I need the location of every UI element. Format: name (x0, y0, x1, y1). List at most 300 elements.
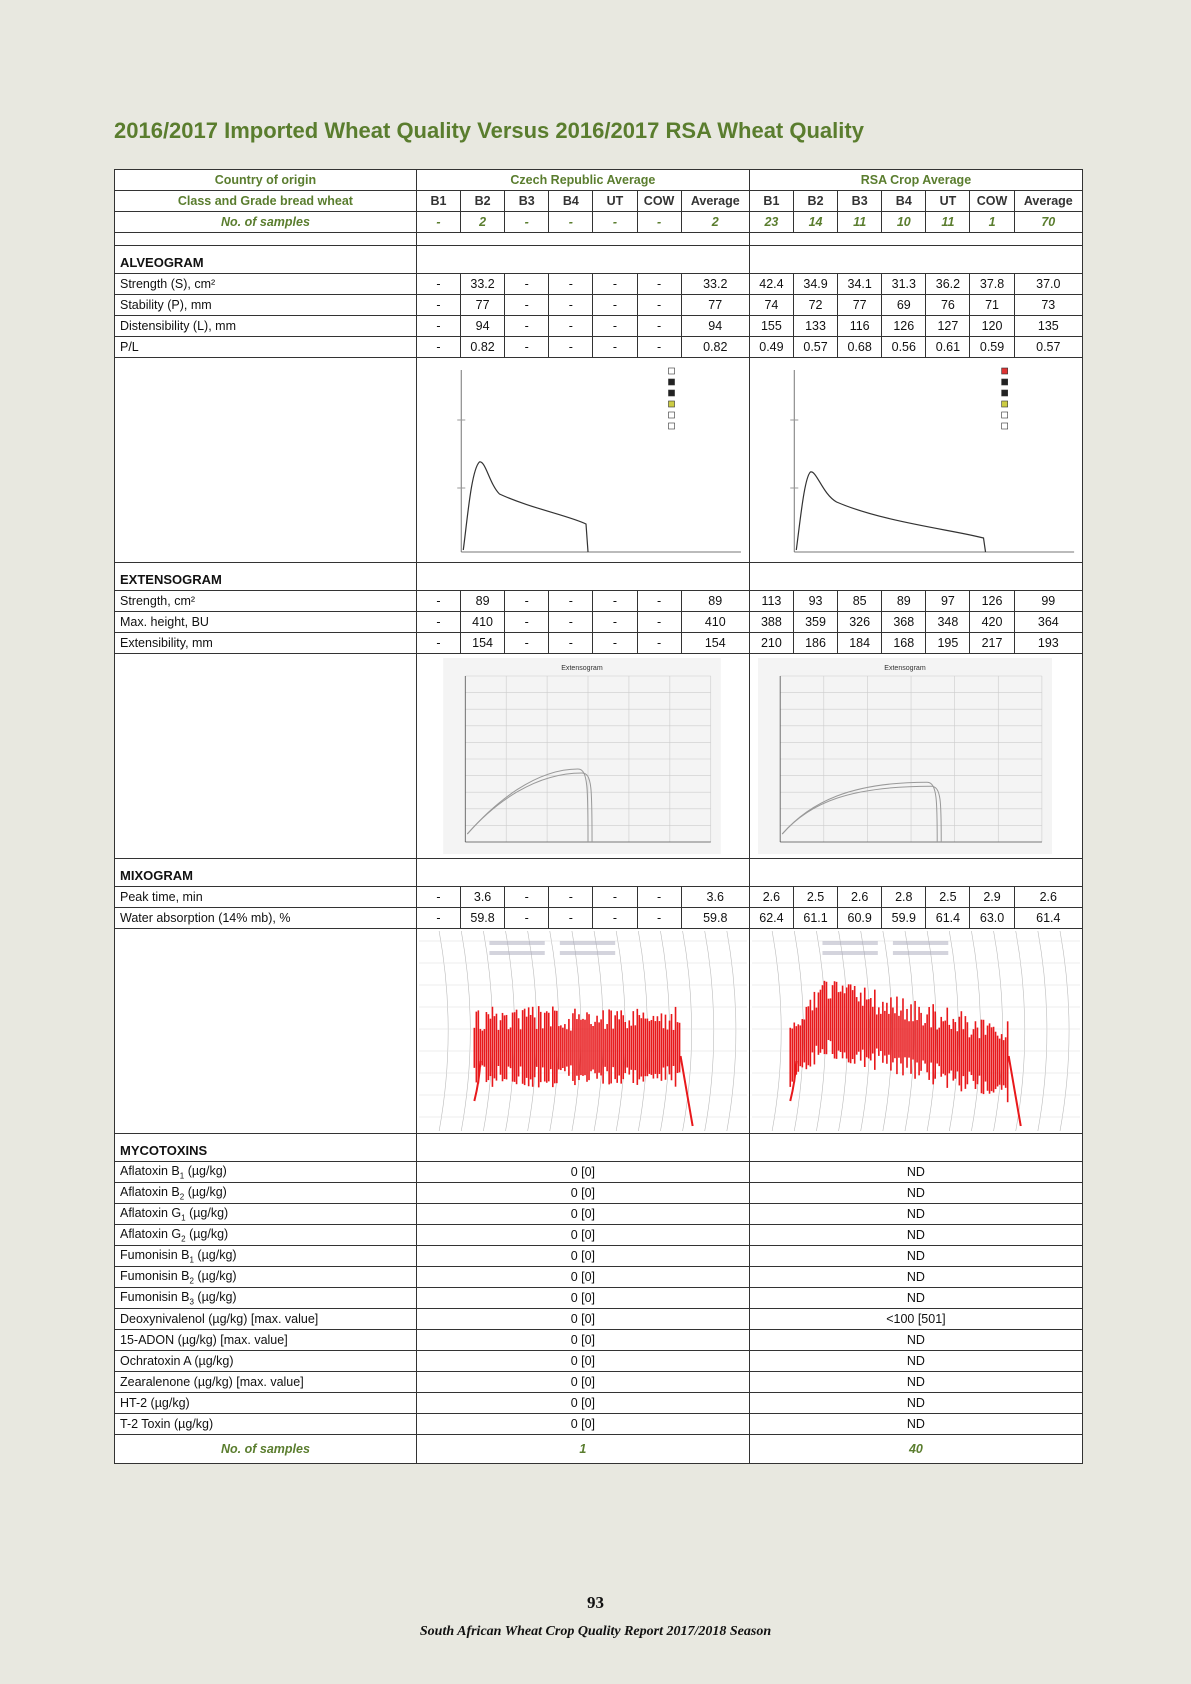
value-cell: - (505, 316, 549, 337)
value-cell: 61.4 (1014, 908, 1082, 929)
table-cell (749, 246, 1082, 274)
class-header: B3 (838, 191, 882, 212)
class-label: Class and Grade bread wheat (115, 191, 417, 212)
row-label: Water absorption (14% mb), % (115, 908, 417, 929)
toxin-label (115, 1372, 417, 1393)
toxin-label (115, 1162, 417, 1183)
table-row (115, 246, 1083, 274)
value-cell: 89 (461, 591, 505, 612)
row-label: Distensibility (L), mm (115, 316, 417, 337)
row-label: Strength (S), cm² (115, 274, 417, 295)
value-cell: 2.5 (793, 887, 837, 908)
value-cell: 89 (681, 591, 749, 612)
class-header: Average (1014, 191, 1082, 212)
sample-count: 11 (926, 212, 970, 233)
toxin-label (115, 1393, 417, 1414)
value-cell: - (505, 908, 549, 929)
table-row (115, 612, 1083, 633)
value-cell: 135 (1014, 316, 1082, 337)
table-row (115, 1351, 1083, 1372)
value-cell: - (637, 908, 681, 929)
sample-count: 11 (838, 212, 882, 233)
value-cell: - (505, 887, 549, 908)
table-row (115, 633, 1083, 654)
value-cell: 59.8 (461, 908, 505, 929)
sample-count: - (637, 212, 681, 233)
value-cell: 74 (749, 295, 793, 316)
value-cell: - (637, 295, 681, 316)
value-cell: 154 (461, 633, 505, 654)
toxin-subscript: 2 (179, 1192, 185, 1202)
table-row (115, 859, 1083, 887)
czech-header: Czech Republic Average (416, 170, 749, 191)
table-row (115, 1288, 1083, 1309)
class-header: B1 (416, 191, 460, 212)
table-row (115, 1330, 1083, 1351)
table-row (115, 1372, 1083, 1393)
value-cell: - (416, 908, 460, 929)
value-cell: 31.3 (882, 274, 926, 295)
value-cell: 0.59 (970, 337, 1014, 358)
value-cell: - (505, 612, 549, 633)
table-row (115, 295, 1083, 316)
czech-toxin-value: 0 [0] (416, 1393, 749, 1414)
value-cell: 71 (970, 295, 1014, 316)
toxin-name: 15-ADON (µg/kg) [max. value] (120, 1333, 288, 1347)
table-row (115, 654, 1083, 859)
value-cell: - (593, 908, 637, 929)
value-cell: - (416, 612, 460, 633)
toxin-name: Fumonisin B (120, 1247, 190, 1262)
table-cell (416, 563, 749, 591)
value-cell: - (637, 612, 681, 633)
value-cell: - (593, 887, 637, 908)
rsa-toxin-value: ND (749, 1330, 1082, 1351)
czech-toxin-value: 0 [0] (416, 1414, 749, 1435)
table-row (115, 1267, 1083, 1288)
value-cell: - (637, 887, 681, 908)
table-row (115, 316, 1083, 337)
table-row (115, 1435, 1083, 1464)
page-number: 93 (587, 1593, 604, 1612)
toxin-samples-label: No. of samples (115, 1435, 417, 1464)
toxin-label (115, 1204, 417, 1225)
class-header: Average (681, 191, 749, 212)
czech-toxin-value: 0 [0] (416, 1183, 749, 1204)
value-cell: - (593, 316, 637, 337)
value-cell: 2.9 (970, 887, 1014, 908)
czech-toxin-value: 0 [0] (416, 1288, 749, 1309)
value-cell: 364 (1014, 612, 1082, 633)
table-cell (749, 563, 1082, 591)
value-cell: 63.0 (970, 908, 1014, 929)
toxin-subscript: 2 (181, 1234, 186, 1244)
rsa-toxin-value: ND (749, 1414, 1082, 1435)
rsa-chart (752, 931, 1080, 1131)
table-cell (749, 859, 1082, 887)
table-cell (115, 929, 417, 1134)
toxin-name: Fumonisin B (120, 1268, 190, 1283)
table-row (115, 170, 1083, 191)
samples-label: No. of samples (115, 212, 417, 233)
class-header: UT (593, 191, 637, 212)
value-cell: - (637, 591, 681, 612)
value-cell: - (549, 612, 593, 633)
value-cell: 33.2 (461, 274, 505, 295)
sample-count: - (416, 212, 460, 233)
table-cell (416, 233, 749, 246)
value-cell: - (505, 295, 549, 316)
rsa-toxin-value: ND (749, 1225, 1082, 1246)
table-cell (749, 1134, 1082, 1162)
rsa-chart-cell (749, 654, 1082, 859)
value-cell: - (593, 591, 637, 612)
value-cell: - (549, 887, 593, 908)
value-cell: 99 (1014, 591, 1082, 612)
table-row (115, 274, 1083, 295)
value-cell: 217 (970, 633, 1014, 654)
table-row (115, 337, 1083, 358)
sample-count: 23 (749, 212, 793, 233)
value-cell: 126 (882, 316, 926, 337)
toxin-unit: (µg/kg) (193, 1289, 237, 1304)
class-header: UT (926, 191, 970, 212)
toxin-label (115, 1309, 417, 1330)
rsa-toxin-value: ND (749, 1183, 1082, 1204)
table-cell (416, 859, 749, 887)
value-cell: 155 (749, 316, 793, 337)
toxin-subscript: 1 (189, 1255, 194, 1265)
value-cell: 94 (681, 316, 749, 337)
value-cell: 33.2 (681, 274, 749, 295)
value-cell: 127 (926, 316, 970, 337)
sample-count: 14 (793, 212, 837, 233)
table-row (115, 1246, 1083, 1267)
toxin-name: Aflatoxin B (120, 1163, 180, 1178)
sample-count: 70 (1014, 212, 1082, 233)
czech-toxin-value: 0 [0] (416, 1330, 749, 1351)
sample-count: 2 (681, 212, 749, 233)
czech-chart (419, 656, 747, 856)
value-cell: 69 (882, 295, 926, 316)
czech-chart (419, 360, 747, 560)
class-header: B2 (793, 191, 837, 212)
mycotoxins-label: MYCOTOXINS (115, 1134, 417, 1162)
rsa-toxin-value: <100 [501] (749, 1309, 1082, 1330)
value-cell: - (505, 274, 549, 295)
value-cell: 77 (681, 295, 749, 316)
value-cell: 116 (838, 316, 882, 337)
toxin-name: Aflatoxin G (120, 1205, 182, 1220)
value-cell: - (416, 295, 460, 316)
toxin-unit: (µg/kg) (193, 1247, 237, 1262)
value-cell: 184 (838, 633, 882, 654)
class-header: B4 (549, 191, 593, 212)
czech-chart-cell (416, 358, 749, 563)
value-cell: 34.1 (838, 274, 882, 295)
sample-count: 2 (461, 212, 505, 233)
value-cell: 210 (749, 633, 793, 654)
value-cell: 113 (749, 591, 793, 612)
footer: South African Wheat Crop Quality Report 2017/2018 Season (419, 1624, 772, 1639)
value-cell: - (416, 316, 460, 337)
value-cell: - (416, 274, 460, 295)
value-cell: - (549, 316, 593, 337)
value-cell: - (593, 612, 637, 633)
table-row (115, 1162, 1083, 1183)
czech-chart-cell (416, 929, 749, 1134)
value-cell: 368 (882, 612, 926, 633)
toxin-name: Fumonisin B (120, 1289, 190, 1304)
value-cell: - (416, 633, 460, 654)
table-row (115, 1183, 1083, 1204)
sample-count: 10 (882, 212, 926, 233)
sample-count: - (505, 212, 549, 233)
table-row (115, 887, 1083, 908)
value-cell: - (637, 337, 681, 358)
rsa-chart (752, 360, 1080, 560)
value-cell: - (549, 908, 593, 929)
value-cell: 154 (681, 633, 749, 654)
value-cell: 76 (926, 295, 970, 316)
row-label: Max. height, BU (115, 612, 417, 633)
value-cell: 0.57 (1014, 337, 1082, 358)
table-cell (115, 654, 417, 859)
table-row (115, 1204, 1083, 1225)
class-header: COW (637, 191, 681, 212)
row-label: Stability (P), mm (115, 295, 417, 316)
value-cell: 388 (749, 612, 793, 633)
value-cell: 410 (461, 612, 505, 633)
toxin-label (115, 1225, 417, 1246)
toxin-subscript: 2 (189, 1276, 194, 1286)
toxin-unit: (µg/kg) (184, 1184, 227, 1199)
class-header: B1 (749, 191, 793, 212)
extensogram-chart-title: Extensogram (884, 665, 926, 672)
rsa-chart (752, 656, 1080, 856)
value-cell: 168 (882, 633, 926, 654)
value-cell: - (637, 316, 681, 337)
rsa-toxin-value: ND (749, 1372, 1082, 1393)
table-cell (115, 233, 417, 246)
value-cell: - (637, 274, 681, 295)
value-cell: 0.68 (838, 337, 882, 358)
value-cell: 193 (1014, 633, 1082, 654)
value-cell: 133 (793, 316, 837, 337)
value-cell: 120 (970, 316, 1014, 337)
czech-toxin-value: 0 [0] (416, 1309, 749, 1330)
value-cell: 94 (461, 316, 505, 337)
value-cell: 60.9 (838, 908, 882, 929)
extensogram-label: EXTENSOGRAM (115, 563, 417, 591)
toxin-unit: (µg/kg) (185, 1205, 229, 1220)
table-row (115, 591, 1083, 612)
value-cell: - (593, 295, 637, 316)
czech-toxin-value: 0 [0] (416, 1204, 749, 1225)
row-label: P/L (115, 337, 417, 358)
table-row (115, 1309, 1083, 1330)
value-cell: - (549, 633, 593, 654)
table-cell (416, 246, 749, 274)
value-cell: 97 (926, 591, 970, 612)
row-label: Peak time, min (115, 887, 417, 908)
value-cell: 59.8 (681, 908, 749, 929)
value-cell: - (549, 274, 593, 295)
value-cell: - (637, 633, 681, 654)
value-cell: 348 (926, 612, 970, 633)
rsa-chart-cell (749, 929, 1082, 1134)
value-cell: 186 (793, 633, 837, 654)
value-cell: 3.6 (461, 887, 505, 908)
class-header: B4 (882, 191, 926, 212)
table-row (115, 191, 1083, 212)
value-cell: - (549, 295, 593, 316)
czech-toxin-value: 0 [0] (416, 1246, 749, 1267)
table-cell (749, 233, 1082, 246)
toxin-unit: (µg/kg) (184, 1163, 227, 1178)
value-cell: 0.49 (749, 337, 793, 358)
value-cell: 0.61 (926, 337, 970, 358)
czech-toxin-value: 0 [0] (416, 1351, 749, 1372)
class-header: B2 (461, 191, 505, 212)
toxin-name: T-2 Toxin (µg/kg) (120, 1417, 214, 1431)
value-cell: 0.56 (882, 337, 926, 358)
value-cell: 2.6 (1014, 887, 1082, 908)
table-cell (416, 1134, 749, 1162)
toxin-label (115, 1351, 417, 1372)
value-cell: 2.6 (838, 887, 882, 908)
class-header: B3 (505, 191, 549, 212)
value-cell: 410 (681, 612, 749, 633)
rsa-toxin-value: ND (749, 1246, 1082, 1267)
value-cell: 72 (793, 295, 837, 316)
page-title: 2016/2017 Imported Wheat Quality Versus 2016/2017 RSA Wheat Quality (114, 118, 864, 143)
toxin-subscript: 1 (179, 1171, 185, 1181)
value-cell: 61.4 (926, 908, 970, 929)
rsa-toxin-value: ND (749, 1267, 1082, 1288)
value-cell: - (593, 633, 637, 654)
table-row (115, 908, 1083, 929)
value-cell: 420 (970, 612, 1014, 633)
extensogram-chart-title: Extensogram (561, 665, 603, 672)
value-cell: - (505, 633, 549, 654)
value-cell: 2.6 (749, 887, 793, 908)
value-cell: 0.82 (461, 337, 505, 358)
value-cell: 34.9 (793, 274, 837, 295)
table-body (115, 170, 1083, 1464)
value-cell: 77 (838, 295, 882, 316)
value-cell: 61.1 (793, 908, 837, 929)
table-row (115, 1393, 1083, 1414)
value-cell: - (416, 591, 460, 612)
czech-chart-cell (416, 654, 749, 859)
value-cell: - (549, 337, 593, 358)
toxin-name: HT-2 (µg/kg) (120, 1396, 190, 1410)
table-row (115, 358, 1083, 563)
value-cell: 77 (461, 295, 505, 316)
value-cell: 359 (793, 612, 837, 633)
value-cell: - (505, 337, 549, 358)
row-label: Strength, cm² (115, 591, 417, 612)
czech-chart (419, 931, 747, 1131)
czech-toxin-value: 0 [0] (416, 1162, 749, 1183)
czech-toxin-value: 0 [0] (416, 1372, 749, 1393)
value-cell: - (549, 591, 593, 612)
mixogram-label: MIXOGRAM (115, 859, 417, 887)
value-cell: 59.9 (882, 908, 926, 929)
table-row (115, 212, 1083, 233)
value-cell: 42.4 (749, 274, 793, 295)
value-cell: 93 (793, 591, 837, 612)
value-cell: 3.6 (681, 887, 749, 908)
toxin-name: Aflatoxin G (120, 1226, 182, 1241)
value-cell: - (416, 337, 460, 358)
value-cell: - (593, 274, 637, 295)
class-header: COW (970, 191, 1014, 212)
toxin-subscript: 1 (181, 1213, 186, 1223)
value-cell: 126 (970, 591, 1014, 612)
toxin-subscript: 3 (189, 1297, 194, 1307)
alveogram-label: ALVEOGRAM (115, 246, 417, 274)
rsa-header: RSA Crop Average (749, 170, 1082, 191)
value-cell: - (593, 337, 637, 358)
country-label: Country of origin (115, 170, 417, 191)
value-cell: - (416, 887, 460, 908)
quality-table (114, 169, 1083, 1464)
rsa-toxin-value: ND (749, 1288, 1082, 1309)
czech-toxin-samples: 1 (416, 1435, 749, 1464)
value-cell: 37.0 (1014, 274, 1082, 295)
value-cell: 37.8 (970, 274, 1014, 295)
toxin-name: Zearalenone (µg/kg) [max. value] (120, 1375, 304, 1389)
toxin-name: Aflatoxin B (120, 1184, 180, 1199)
sample-count: - (549, 212, 593, 233)
toxin-label (115, 1267, 417, 1288)
rsa-toxin-value: ND (749, 1204, 1082, 1225)
value-cell: 62.4 (749, 908, 793, 929)
toxin-label (115, 1288, 417, 1309)
toxin-name: Deoxynivalenol (µg/kg) [max. value] (120, 1312, 319, 1326)
toxin-label (115, 1246, 417, 1267)
value-cell: 2.8 (882, 887, 926, 908)
table-row (115, 563, 1083, 591)
toxin-label (115, 1414, 417, 1435)
rsa-chart-cell (749, 358, 1082, 563)
value-cell: 36.2 (926, 274, 970, 295)
czech-toxin-value: 0 [0] (416, 1225, 749, 1246)
value-cell: 85 (838, 591, 882, 612)
toxin-name: Ochratoxin A (µg/kg) (120, 1354, 234, 1368)
toxin-unit: (µg/kg) (185, 1226, 229, 1241)
toxin-label (115, 1183, 417, 1204)
value-cell: 195 (926, 633, 970, 654)
value-cell: 326 (838, 612, 882, 633)
value-cell: 89 (882, 591, 926, 612)
rsa-toxin-samples: 40 (749, 1435, 1082, 1464)
value-cell: 2.5 (926, 887, 970, 908)
toxin-unit: (µg/kg) (193, 1268, 237, 1283)
czech-toxin-value: 0 [0] (416, 1267, 749, 1288)
rsa-toxin-value: ND (749, 1393, 1082, 1414)
table-row (115, 1134, 1083, 1162)
value-cell: - (505, 591, 549, 612)
value-cell: 73 (1014, 295, 1082, 316)
table-cell (115, 358, 417, 563)
toxin-label (115, 1330, 417, 1351)
sample-count: - (593, 212, 637, 233)
value-cell: 0.57 (793, 337, 837, 358)
table-row (115, 929, 1083, 1134)
